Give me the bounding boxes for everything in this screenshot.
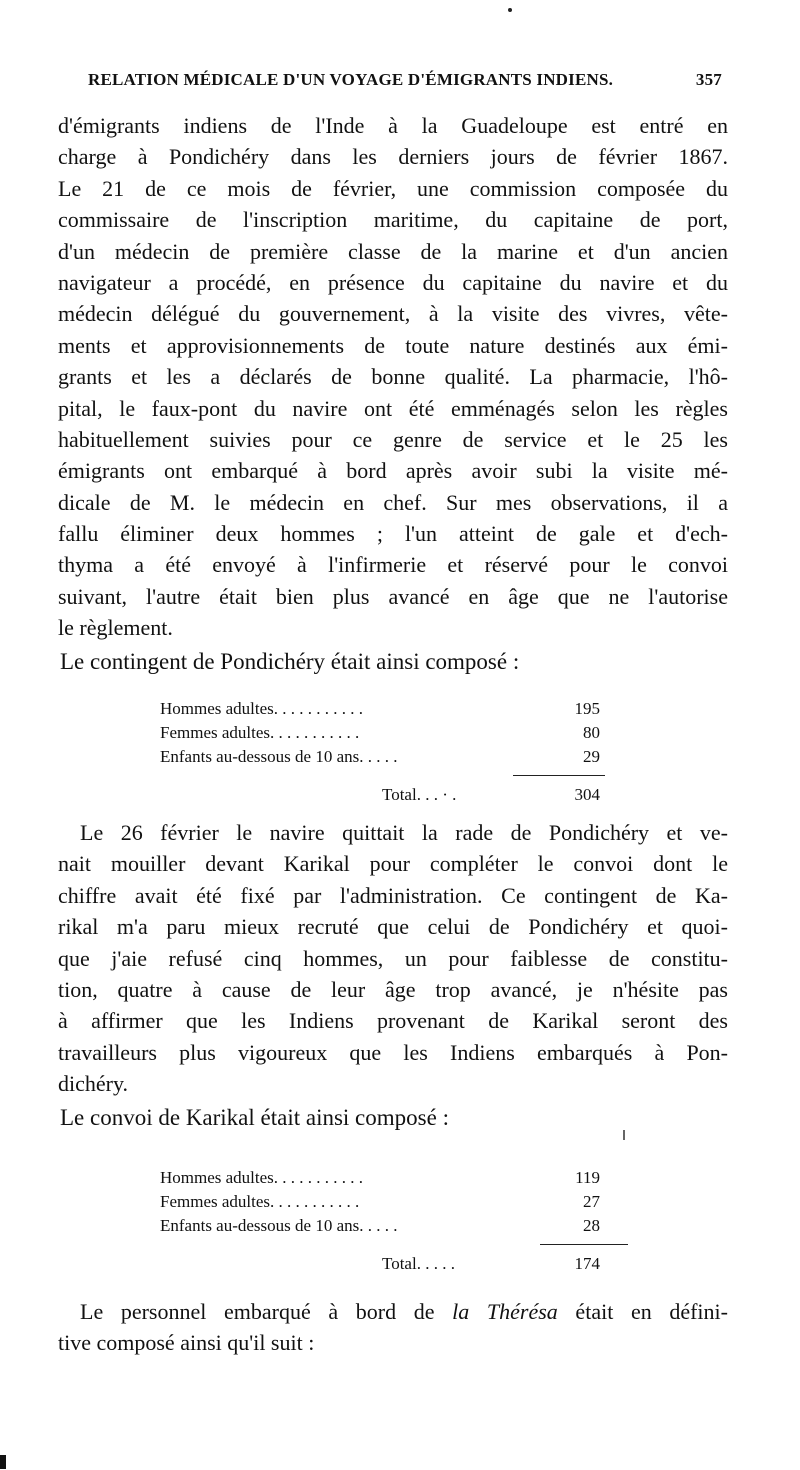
- table-row: [160, 1190, 600, 1214]
- text-line: habituellement suivies pour ce genre de service et le 25 les: [58, 426, 728, 452]
- text-line: grants et les a déclarés de bonne qualité. La pharmacie, l'hô-: [58, 364, 728, 390]
- row-label: Femmes adultes. . . . . . . . . . .: [160, 1192, 360, 1211]
- paragraph-pondichery-embarkation: [58, 110, 728, 680]
- text-line: tive composé ainsi qu'il suit :: [58, 1330, 315, 1356]
- text-line: dicale de M. le médecin en chef. Sur mes observations, il a: [58, 489, 728, 515]
- table-row: [160, 721, 600, 745]
- page-corner-mark: [0, 1455, 6, 1469]
- paragraph-karikal: [58, 817, 728, 1136]
- sum-rule: [513, 775, 605, 776]
- text-line: d'émigrants indiens de l'Inde à la Guadeloupe est entré en: [58, 113, 728, 138]
- text-line: Le 26 février le navire quittait la rade de Pondichéry et ve-: [80, 820, 728, 845]
- table-row: [160, 1166, 600, 1190]
- text-line: nait mouiller devant Karikal pour compléter le convoi dont le: [58, 851, 728, 877]
- text-line: le règlement.: [58, 615, 173, 641]
- text-line: pital, le faux-pont du navire ont été emménagés selon les règles: [58, 395, 728, 421]
- ship-name: la Thérésa: [452, 1299, 558, 1324]
- total-label: Total. . . . .: [382, 1254, 455, 1273]
- total-value: 174: [574, 1254, 600, 1273]
- text-line: chiffre avait été fixé par l'administration. Ce contingent de Ka-: [58, 882, 728, 908]
- text-line: émigrants ont embarqué à bord après avoir subi la visite mé-: [58, 458, 728, 484]
- text-line: navigateur a procédé, en présence du capitaine du navire et du: [58, 269, 728, 295]
- text-line: Le 21 de ce mois de février, une commission composée du: [58, 175, 728, 201]
- row-value: 29: [583, 747, 600, 766]
- table-row: [160, 1214, 600, 1238]
- text-line: thyma a été envoyé à l'infirmerie et réservé pour le convoi: [58, 552, 728, 578]
- total-row: [160, 1252, 600, 1276]
- text-line: à affirmer que les Indiens provenant de Karikal seront des: [58, 1008, 728, 1034]
- text-line: travailleurs plus vigoureux que les Indiens embarqués à Pon-: [58, 1039, 728, 1065]
- total-label: Total. . . · .: [382, 785, 457, 804]
- row-label: Enfants au-dessous de 10 ans. . . . .: [160, 747, 398, 766]
- paragraph-personnel: [58, 1296, 728, 1359]
- sum-rule: [540, 1244, 628, 1245]
- text-line: d'un médecin de première classe de la marine et d'un ancien: [58, 238, 728, 264]
- text-line: fallu éliminer deux hommes ; l'un atteint de gale et d'ech-: [58, 521, 728, 547]
- row-label: Enfants au-dessous de 10 ans. . . . .: [160, 1216, 398, 1235]
- running-title: RELATION MÉDICALE D'UN VOYAGE D'ÉMIGRANTS INDIENS.: [88, 70, 614, 89]
- text-line: suivant, l'autre était bien plus avancé en âge que ne l'autorise: [58, 583, 728, 609]
- text-line: ments et approvisionnements de toute nature destinés aux émi-: [58, 332, 728, 358]
- text-line: commissaire de l'inscription maritime, du capitaine de port,: [58, 207, 728, 233]
- row-value: 27: [583, 1192, 600, 1211]
- stray-mark: [623, 1130, 625, 1140]
- row-label: Femmes adultes. . . . . . . . . . .: [160, 723, 360, 742]
- table-row: [160, 745, 600, 769]
- text-line: rikal m'a paru mieux recruté que celui de Pondichéry et quoi-: [58, 914, 728, 940]
- row-value: 28: [583, 1216, 600, 1235]
- table-row: [160, 697, 600, 721]
- table-intro-pondichery: Le contingent de Pondichéry était ainsi composé :: [60, 648, 520, 674]
- row-label: Hommes adultes. . . . . . . . . . .: [160, 1168, 364, 1187]
- text-line: tion, quatre à cause de leur âge trop avancé, je n'hésite pas: [58, 976, 728, 1002]
- text-fragment: Le personnel embarqué à bord de: [80, 1299, 453, 1324]
- page-number: 357: [695, 70, 722, 89]
- total-value: 304: [574, 785, 600, 804]
- row-value: 80: [583, 723, 600, 742]
- text-line: charge à Pondichéry dans les derniers jours de février 1867.: [58, 144, 728, 170]
- text-line: dichéry.: [58, 1071, 129, 1097]
- table-intro-karikal: Le convoi de Karikal était ainsi composé :: [60, 1104, 449, 1130]
- text-fragment: était en défini-: [557, 1299, 728, 1324]
- text-line: que j'aie refusé cinq hommes, un pour faiblesse de constitu-: [58, 945, 728, 971]
- row-label: Hommes adultes. . . . . . . . . . .: [160, 699, 364, 718]
- total-row: [160, 783, 600, 807]
- karikal-convoy-table: [160, 1166, 600, 1276]
- ink-speck: [508, 8, 512, 12]
- row-value: 119: [575, 1168, 600, 1187]
- pondichery-contingent-table: [160, 697, 600, 807]
- text-line: [58, 1296, 728, 1327]
- text-line: médecin délégué du gouvernement, à la visite des vivres, vête-: [58, 301, 728, 327]
- row-value: 195: [574, 699, 600, 718]
